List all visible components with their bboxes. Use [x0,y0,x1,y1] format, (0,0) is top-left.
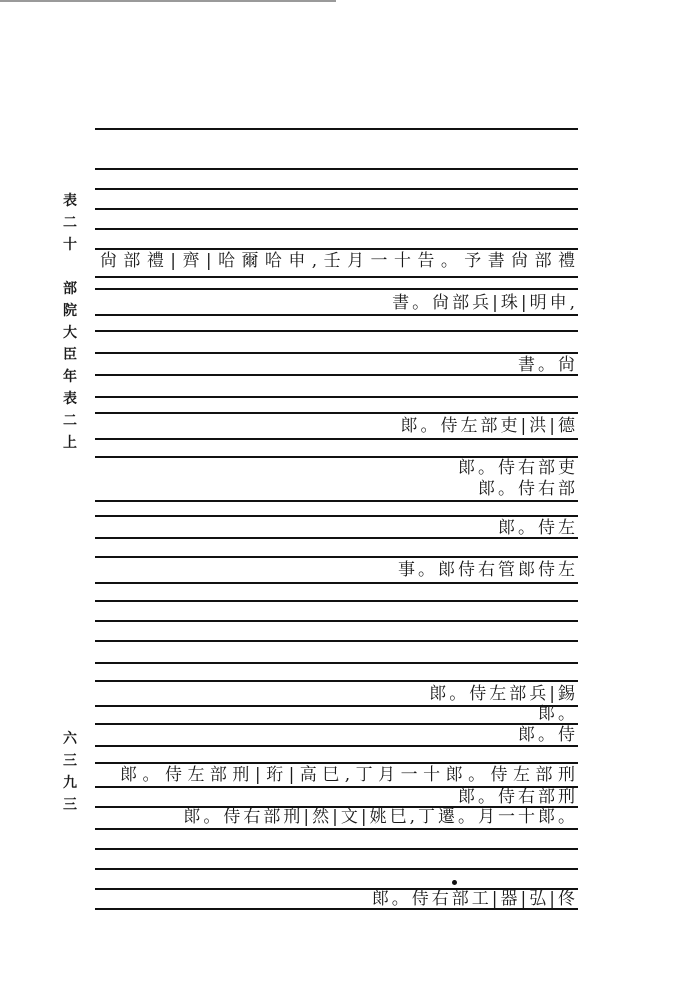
entry-row [183,806,578,828]
side-title-char: 上 [63,435,77,451]
entry-text: 郞。侍左部吏|洪|德 [400,416,578,436]
rule-line [95,500,578,502]
rule-line [95,438,578,440]
entry-row [372,888,578,910]
entry-row [398,559,578,581]
entry-text: 事。郞侍右管郞侍左 [398,560,578,580]
entry-row [120,764,578,786]
rule-line [95,640,578,642]
entry-row [518,354,578,376]
rule-line [95,314,578,316]
rule-line [95,288,578,290]
entry-text: 郞。侍左 [498,518,578,538]
side-title-char: 年 [63,369,77,385]
entry-row [498,517,578,539]
side-title-gap [60,256,80,278]
side-title-char: 十 [63,237,77,253]
rule-line [95,620,578,622]
rule-line [95,128,578,130]
rule-line [95,705,578,707]
ink-dot [452,880,457,885]
side-title-char: 二 [63,215,77,231]
top-border [0,0,336,2]
entry-row [392,292,578,314]
rule-line [95,600,578,602]
rule-line [95,745,578,747]
page-number [60,728,80,816]
side-title [60,190,80,454]
entry-text: 郞。侍右部工|器|弘|佟 [371,889,578,909]
entry-row [518,724,578,746]
rule-line [95,868,578,870]
entry-row [458,457,578,479]
entry-text: 郞。 [538,704,578,724]
rule-line [95,848,578,850]
rule-line [95,828,578,830]
rule-line [95,188,578,190]
rule-line [95,352,578,354]
rule-line [95,208,578,210]
side-title-char: 表 [63,391,77,407]
side-title-char: 大 [63,325,77,341]
entry-text: 尙部禮|齊|哈爾哈申,壬月一十告。予書尙部禮 [100,251,578,271]
page-number-char: 三 [63,753,77,769]
page-number-char: 九 [63,775,77,791]
rule-line [95,168,578,170]
entry-row [458,786,578,808]
entry-text: 郞。侍右部刑|然|文|姚巳,丁遷。月一十郞。 [183,807,578,827]
rule-line [95,374,578,376]
side-title-char: 部 [63,281,77,297]
side-title-char: 院 [63,303,77,319]
rule-line [95,680,578,682]
entry-text: 郞。侍左部刑|珩|高巳,丁月一十郞。侍左部刑 [120,765,578,785]
entry-text: 郞。侍左部兵|錫 [429,684,578,704]
entry-row [478,478,578,500]
page-number-char: 三 [63,797,77,813]
entry-text: 郞。侍右部吏 [458,458,578,478]
entry-row [429,683,578,705]
entry-text: 郞。侍右部 [478,479,578,499]
rule-line [95,228,578,230]
entry-text: 郞。侍 [518,725,578,745]
entry-row [401,415,578,437]
rule-line [95,662,578,664]
rule-line [95,556,578,558]
entry-row [538,703,578,725]
entry-text: 書。尙部兵|珠|明申, [392,293,578,313]
rule-line [95,330,578,332]
side-title-char: 臣 [63,347,77,363]
side-title-char: 表 [63,193,77,209]
entry-text: 郞。侍右部刑 [458,787,578,807]
rule-line [95,582,578,584]
entry-text: 書。尙 [518,355,578,375]
rule-line [95,396,578,398]
page-number-char: 六 [63,731,77,747]
rule-line [95,723,578,725]
rule-line [95,276,578,278]
rule-line [95,412,578,414]
side-title-char: 二 [63,413,77,429]
entry-row [100,250,578,272]
